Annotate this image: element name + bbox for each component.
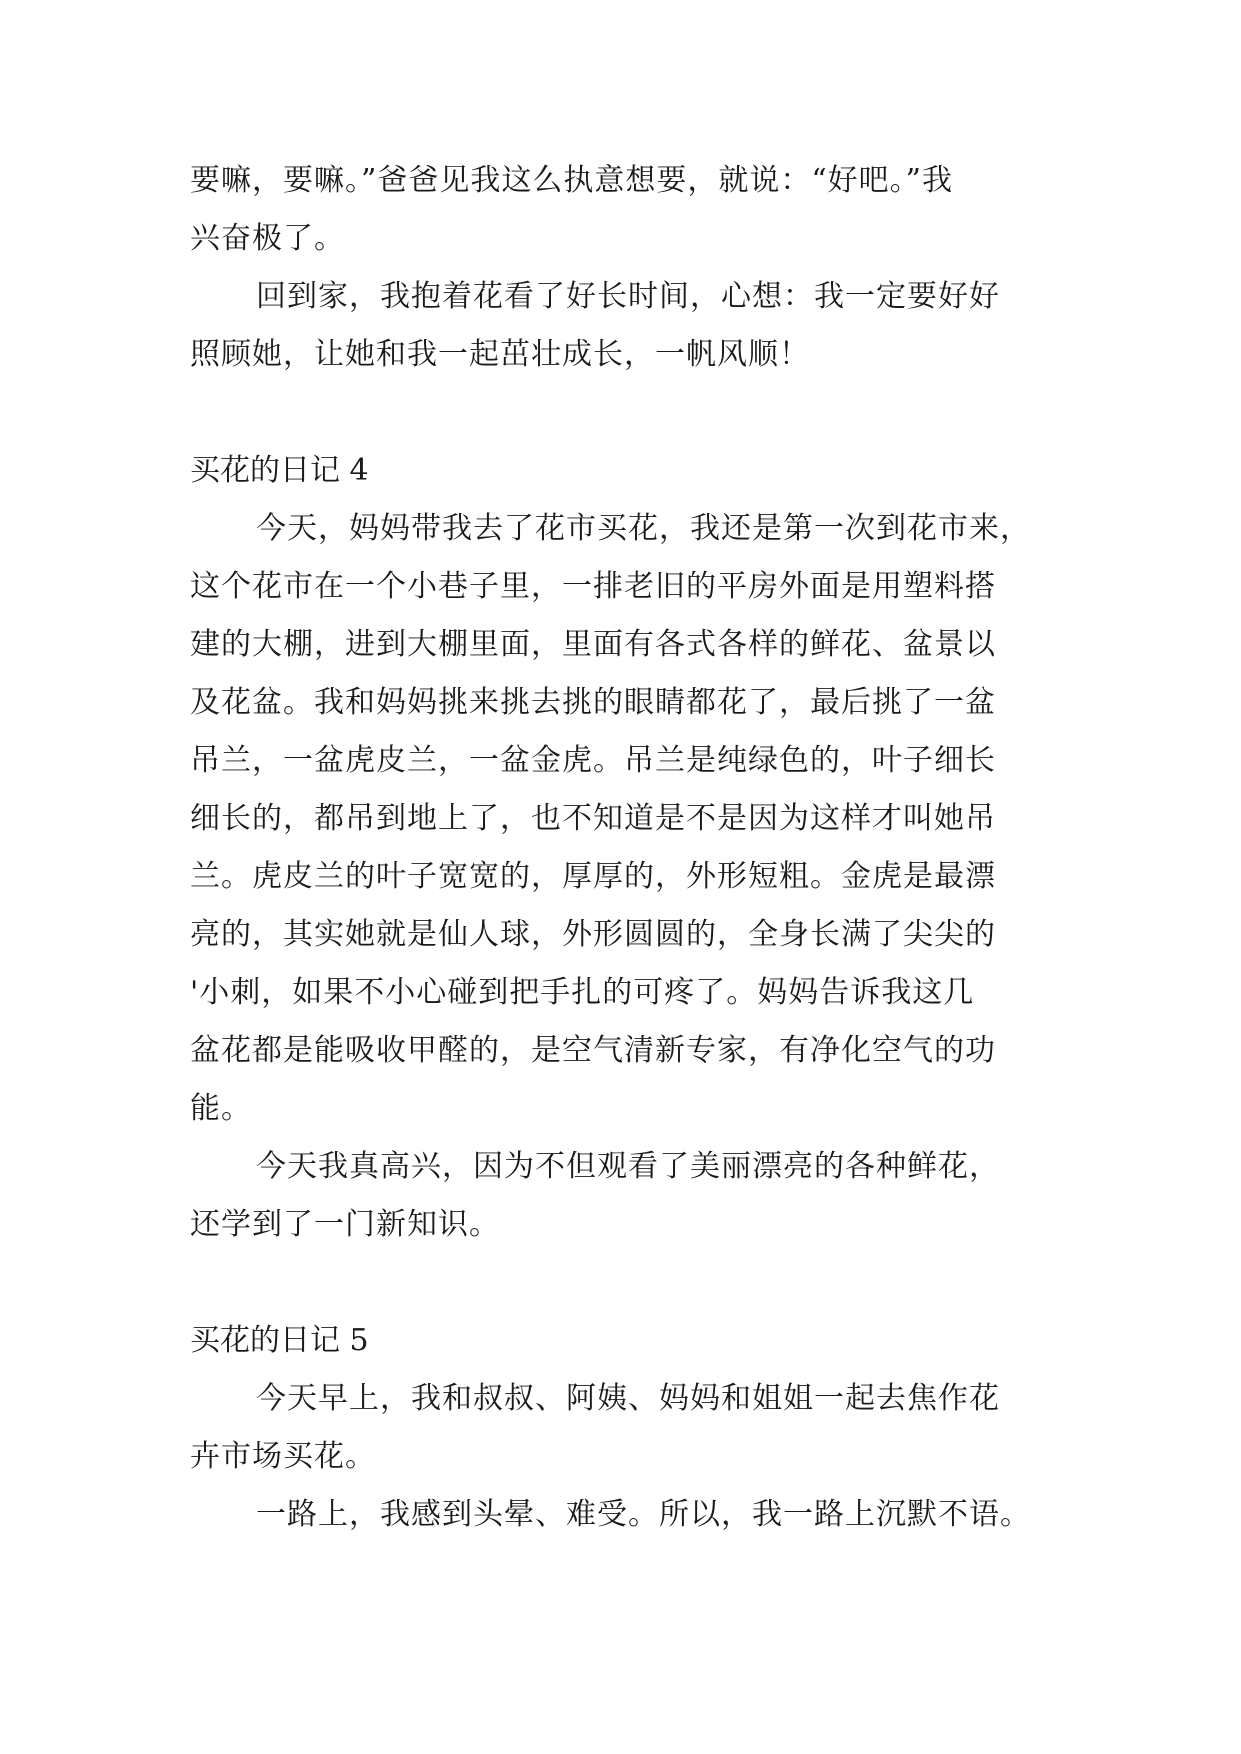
section-spacer [190,1254,1060,1312]
text-line: 细长的，都吊到地上了，也不知道是不是因为这样才叫她吊 [190,801,996,836]
paragraph [190,1138,1060,1254]
text-line: 要嘛，要嘛。”爸爸见我这么执意想要，就说：“好吧。”我 [190,163,954,198]
text-line: 兰。虎皮兰的叶子宽宽的，厚厚的，外形短粗。金虎是最漂 [190,859,996,894]
paragraph [190,268,1060,384]
text-line: 亮的，其实她就是仙人球，外形圆圆的，全身长满了尖尖的 [190,917,996,952]
text-line: 卉市场买花。 [190,1439,376,1474]
paragraph [190,500,1060,1138]
section-heading: 买花的日记 5 [190,1323,369,1358]
section-diary-5 [190,1312,1060,1544]
section-spacer [190,384,1060,442]
text-line: 回到家，我抱着花看了好长时间，心想：我一定要好好 [256,279,1000,314]
text-line: 吊兰，一盆虎皮兰，一盆金虎。吊兰是纯绿色的，叶子细长 [190,743,996,778]
text-line: 还学到了一门新知识。 [190,1207,500,1242]
text-line: 今天早上，我和叔叔、阿姨、妈妈和姐姐一起去焦作花 [256,1381,1000,1416]
text-line: 一路上，我感到头晕、难受。所以，我一路上沉默不语。 [256,1497,1031,1532]
section-heading: 买花的日记 4 [190,453,369,488]
document-body [190,152,1060,1544]
section-diary-4 [190,442,1060,1254]
text-line: 建的大棚，进到大棚里面，里面有各式各样的鲜花、盆景以 [190,627,996,662]
paragraph [190,1486,1060,1544]
text-line: 今天，妈妈带我去了花市买花，我还是第一次到花市来， [256,511,1031,546]
text-line: 及花盆。我和妈妈挑来挑去挑的眼睛都花了，最后挑了一盆 [190,685,996,720]
text-line: 盆花都是能吸收甲醛的，是空气清新专家，有净化空气的功 [190,1033,996,1068]
paragraph [190,152,1060,268]
text-line: 今天我真高兴，因为不但观看了美丽漂亮的各种鲜花， [256,1149,1000,1184]
text-line: 能。 [190,1091,252,1126]
text-line: 兴奋极了。 [190,221,345,256]
text-line: 这个花市在一个小巷子里，一排老旧的平房外面是用塑料搭 [190,569,996,604]
text-line: 照顾她，让她和我一起茁壮成长，一帆风顺！ [190,337,810,372]
text-line: '小刺，如果不小心碰到把手扎的可疼了。妈妈告诉我这几 [190,975,975,1010]
section-continuation [190,152,1060,384]
paragraph [190,1370,1060,1486]
